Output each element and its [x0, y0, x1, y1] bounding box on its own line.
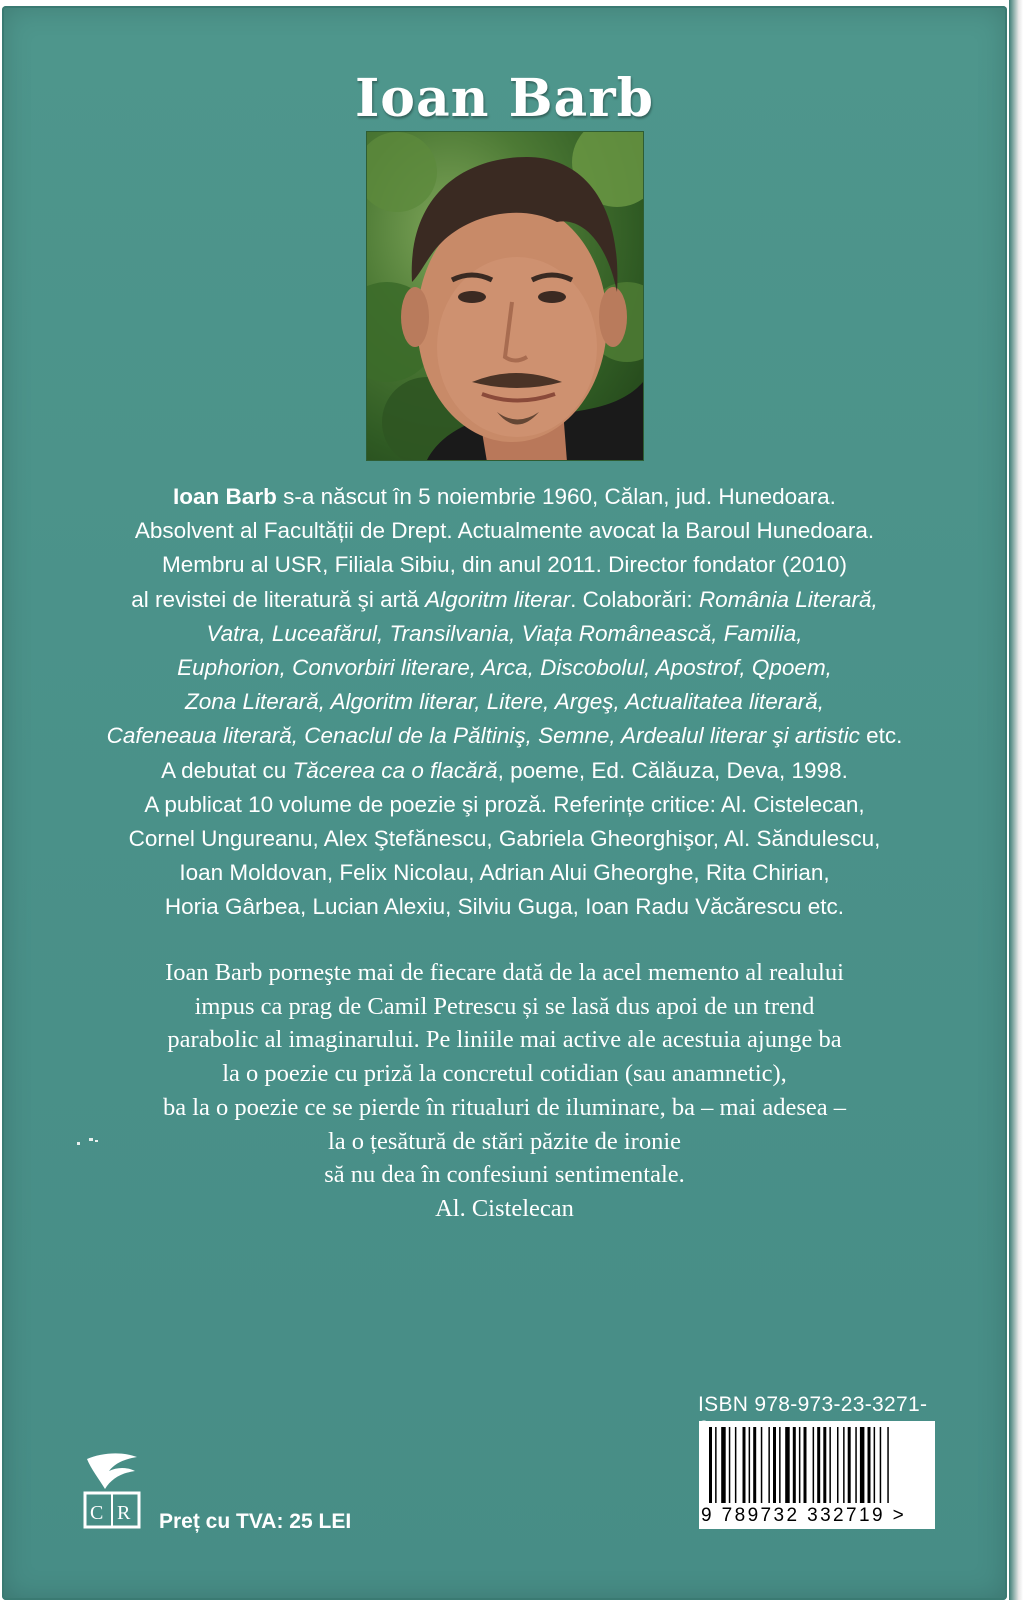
author-biography [62, 480, 947, 925]
svg-text:R: R [117, 1502, 131, 1524]
bio-line-6: Euphorion, Convorbiri literare, Arca, Discobolul, Apostrof, Qpoem, [177, 655, 832, 681]
bio-line-7: Zona Literară, Algoritm literar, Litere, Argeş, Actualitatea literară, [184, 689, 825, 715]
quote-attribution: Al. Cistelecan [435, 1194, 574, 1222]
bio-line-5: Vatra, Luceafărul, Transilvania, Viața Românească, Familia, [206, 620, 803, 646]
quote-line: Ioan Barb porneşte mai de fiecare dată de la acel memento al realului [165, 959, 844, 986]
bio-line-10: A publicat 10 volume de poezie şi proză. Referințe critice: Al. Cistelecan, [144, 791, 865, 817]
bio-line-2: Absolvent al Facultății de Drept. Actualmente avocat la Baroul Hunedoara. [134, 518, 875, 544]
isbn-label: ISBN 978-973-23-3271- [698, 1393, 928, 1416]
bio-line-13: Horia Gârbea, Lucian Alexiu, Silviu Guga, Ioan Radu Văcărescu etc. [164, 894, 845, 920]
book-back-cover [2, 6, 1007, 1600]
barcode-digits: 9 789732 332719 > [701, 1505, 907, 1526]
bio-line-1: Ioan Barb s-a născut în 5 noiembrie 1960, Călan, jud. Hunedoara. [173, 484, 836, 509]
quote-line: ba la o poezie ce se pierde în ritualuri de iluminare, ba – mai adesea – [163, 1093, 846, 1121]
bio-line-12: Ioan Moldovan, Felix Nicolau, Adrian Alui Gheorghe, Rita Chirian, [179, 860, 830, 886]
bio-line-3: Membru al USR, Filiala Sibiu, din anul 2011. Director fondator (2010) [162, 552, 847, 578]
svg-text:C: C [90, 1502, 104, 1524]
bio-line-11: Cornel Ungureanu, Alex Ştefănescu, Gabriela Gheorghişor, Al. Săndulescu, [128, 826, 881, 852]
bio-author-name: Ioan Barb [173, 484, 277, 509]
quote-line: să nu dea în confesiuni sentimentale. [324, 1161, 685, 1189]
price-label: Preț cu TVA: 25 LEI [159, 1510, 352, 1533]
quote-line: parabolic al imaginarului. Pe liniile mai active ale acestuia ajunge ba [167, 1026, 842, 1054]
publisher-bird-icon [81, 1449, 143, 1529]
barcode-bars [709, 1427, 925, 1503]
quote-line: la o poezie cu priză la concretul cotidian (sau anamnetic), [222, 1060, 787, 1088]
author-name-title: Ioan Barb [354, 68, 654, 129]
critic-quote [42, 956, 967, 1226]
quote-line: la o țesătură de stări păzite de ironie [327, 1127, 682, 1155]
author-portrait [366, 131, 644, 461]
isbn-barcode [699, 1421, 935, 1529]
page-edge [1009, 0, 1023, 1600]
bio-line-4: al revistei de literatură şi artă Algoritm literar. Colaborări: România Literară, [131, 586, 878, 612]
publisher-logo [81, 1449, 143, 1529]
quote-line: impus ca prag de Camil Petrescu și se lasă dus apoi de un trend [194, 992, 815, 1020]
bio-line-8: Cafeneaua literară, Cenaclul de la Păltiniş, Semne, Ardealul literar şi artistic etc. [106, 723, 903, 749]
bio-line-9: A debutat cu Tăcerea ca o flacără, poeme, Ed. Călăuza, Deva, 1998. [161, 757, 848, 783]
scan-specks [77, 1136, 117, 1150]
